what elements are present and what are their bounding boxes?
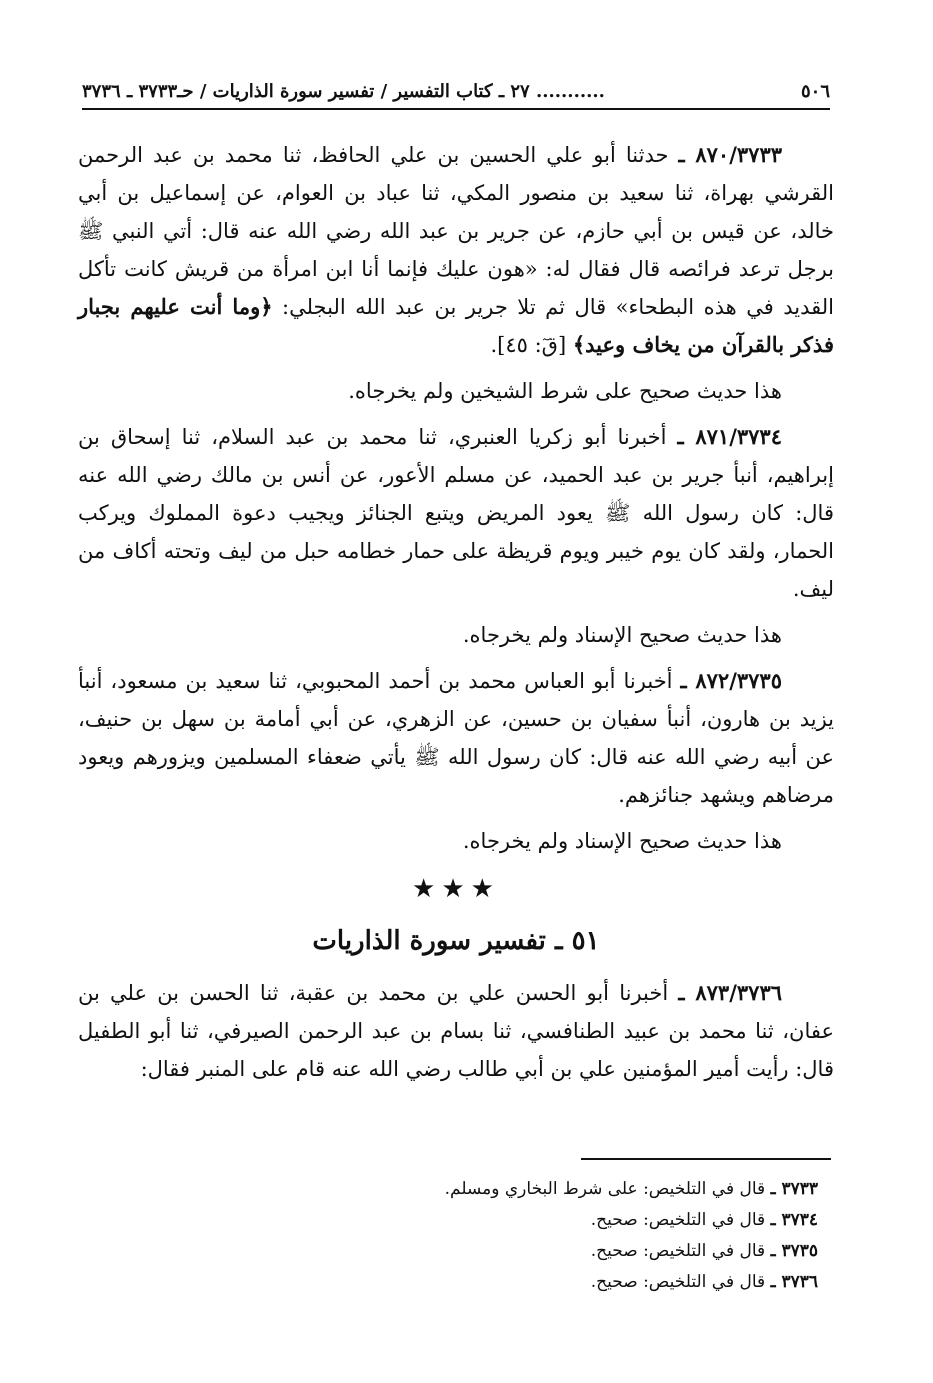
main-text bbox=[78, 136, 834, 1088]
footnote bbox=[78, 1174, 818, 1205]
footnote-text: قال في التلخيص: على شرط البخاري ومسلم. bbox=[444, 1179, 766, 1199]
footnote-number: ٣٧٣٤ ـ bbox=[770, 1210, 818, 1230]
hadith-entry bbox=[78, 974, 834, 1088]
quran-reference: [قٓ: ٤٥]. bbox=[490, 333, 567, 357]
footnote-text: قال في التلخيص: صحيح. bbox=[590, 1210, 766, 1230]
footnote bbox=[78, 1267, 818, 1298]
hadith-text: أخبرنا أبو زكريا العنبري، ثنا محمد بن عبد السلام، ثنا إسحاق بن إبراهيم، أنبأ جرير بن عبد الحميد، عن مسلم الأعور، عن أنس بن مالك رضي الله عنه قال: كان رسول الله ﷺ يعود المريض ويتبع الجنائز ويجيب دعوة المملوك ويركب الحمار، ولقد كان يوم خيبر ويوم قريظة على حمار خطامه حبل من ليف وتحته أكاف من ليف. bbox=[78, 425, 834, 601]
hadith-entry bbox=[78, 418, 834, 608]
hadith-number: ٨٧٢/٣٧٣٥ ـ bbox=[680, 668, 782, 693]
footnote-number: ٣٧٣٣ ـ bbox=[770, 1179, 818, 1199]
footnote-number: ٣٧٣٦ ـ bbox=[770, 1272, 818, 1292]
header-rule bbox=[82, 108, 830, 110]
hadith-grade: هذا حديث صحيح الإسناد ولم يخرجاه. bbox=[462, 829, 782, 853]
footnote bbox=[78, 1205, 818, 1236]
hadith-grade: هذا حديث صحيح الإسناد ولم يخرجاه. bbox=[462, 623, 782, 647]
footnote bbox=[78, 1236, 818, 1267]
hadith-number: ٨٧٣/٣٧٣٦ ـ bbox=[678, 980, 782, 1005]
hadith-text: أخبرنا أبو العباس محمد بن أحمد المحبوبي، ثنا سعيد بن مسعود، أنبأ يزيد بن هارون، أنبأ سفيان بن حسين، عن الزهري، عن أبي أمامة بن سهل بن حنيف، عن أبيه رضي الله عنه قال: كان رسول الله ﷺ يأتي ضعفاء المسلمين ويزورهم ويعود مرضاهم ويشهد جنائزهم. bbox=[78, 669, 834, 807]
page-number: ٥٠٦ bbox=[800, 80, 830, 102]
footnote-text: قال في التلخيص: صحيح. bbox=[590, 1241, 766, 1261]
footnote-text: قال في التلخيص: صحيح. bbox=[590, 1272, 766, 1292]
quran-quote: ﴿وما أنت عليهم بجبار فذكر بالقرآن من يخاف وعيد﴾ bbox=[78, 294, 834, 357]
footnote-number: ٣٧٣٥ ـ bbox=[770, 1241, 818, 1261]
running-title: ........... ٢٧ ـ كتاب التفسير / تفسير سورة الذاريات / حـ٣٧٣٣ ـ ٣٧٣٦ bbox=[82, 80, 605, 102]
hadith-number: ٨٧٠/٣٧٣٣ ـ bbox=[678, 142, 782, 167]
footnote-rule bbox=[581, 1158, 831, 1160]
hadith-entry bbox=[78, 662, 834, 814]
hadith-text: حدثنا أبو علي الحسين بن علي الحافظ، ثنا محمد بن عبد الرحمن القرشي بهراة، ثنا سعيد بن منصور المكي، ثنا عباد بن العوام، عن إسماعيل بن أبي خالد، عن قيس بن أبي حازم، عن جرير بن عبد الله رضي الله عنه قال: أتي النبي ﷺ برجل ترعد فرائصه قال فقال له: «هون عليك فإنما أنا ابن امرأة من قريش كانت تأكل القديد في هذه البطحاء» قال ثم تلا جرير بن عبد الله البجلي: bbox=[78, 143, 834, 319]
section-heading: ٥١ ـ تفسير سورة الذاريات bbox=[312, 926, 600, 956]
page-header bbox=[82, 76, 830, 106]
hadith-number: ٨٧١/٣٧٣٤ ـ bbox=[677, 424, 782, 449]
hadith-text: أخبرنا أبو الحسن علي بن محمد بن عقبة، ثنا الحسن بن علي بن عفان، ثنا محمد بن عبيد الطنافسي، ثنا بسام بن عبد الرحمن الصيرفي، ثنا أبو الطفيل قال: رأيت أمير المؤمنين علي بن أبي طالب رضي الله عنه قام على المنبر فقال: bbox=[78, 981, 834, 1081]
hadith-grade: هذا حديث صحيح على شرط الشيخين ولم يخرجاه. bbox=[348, 379, 782, 403]
section-separator: ★★★ bbox=[412, 874, 500, 904]
footnotes bbox=[78, 1174, 818, 1298]
hadith-entry bbox=[78, 136, 834, 364]
